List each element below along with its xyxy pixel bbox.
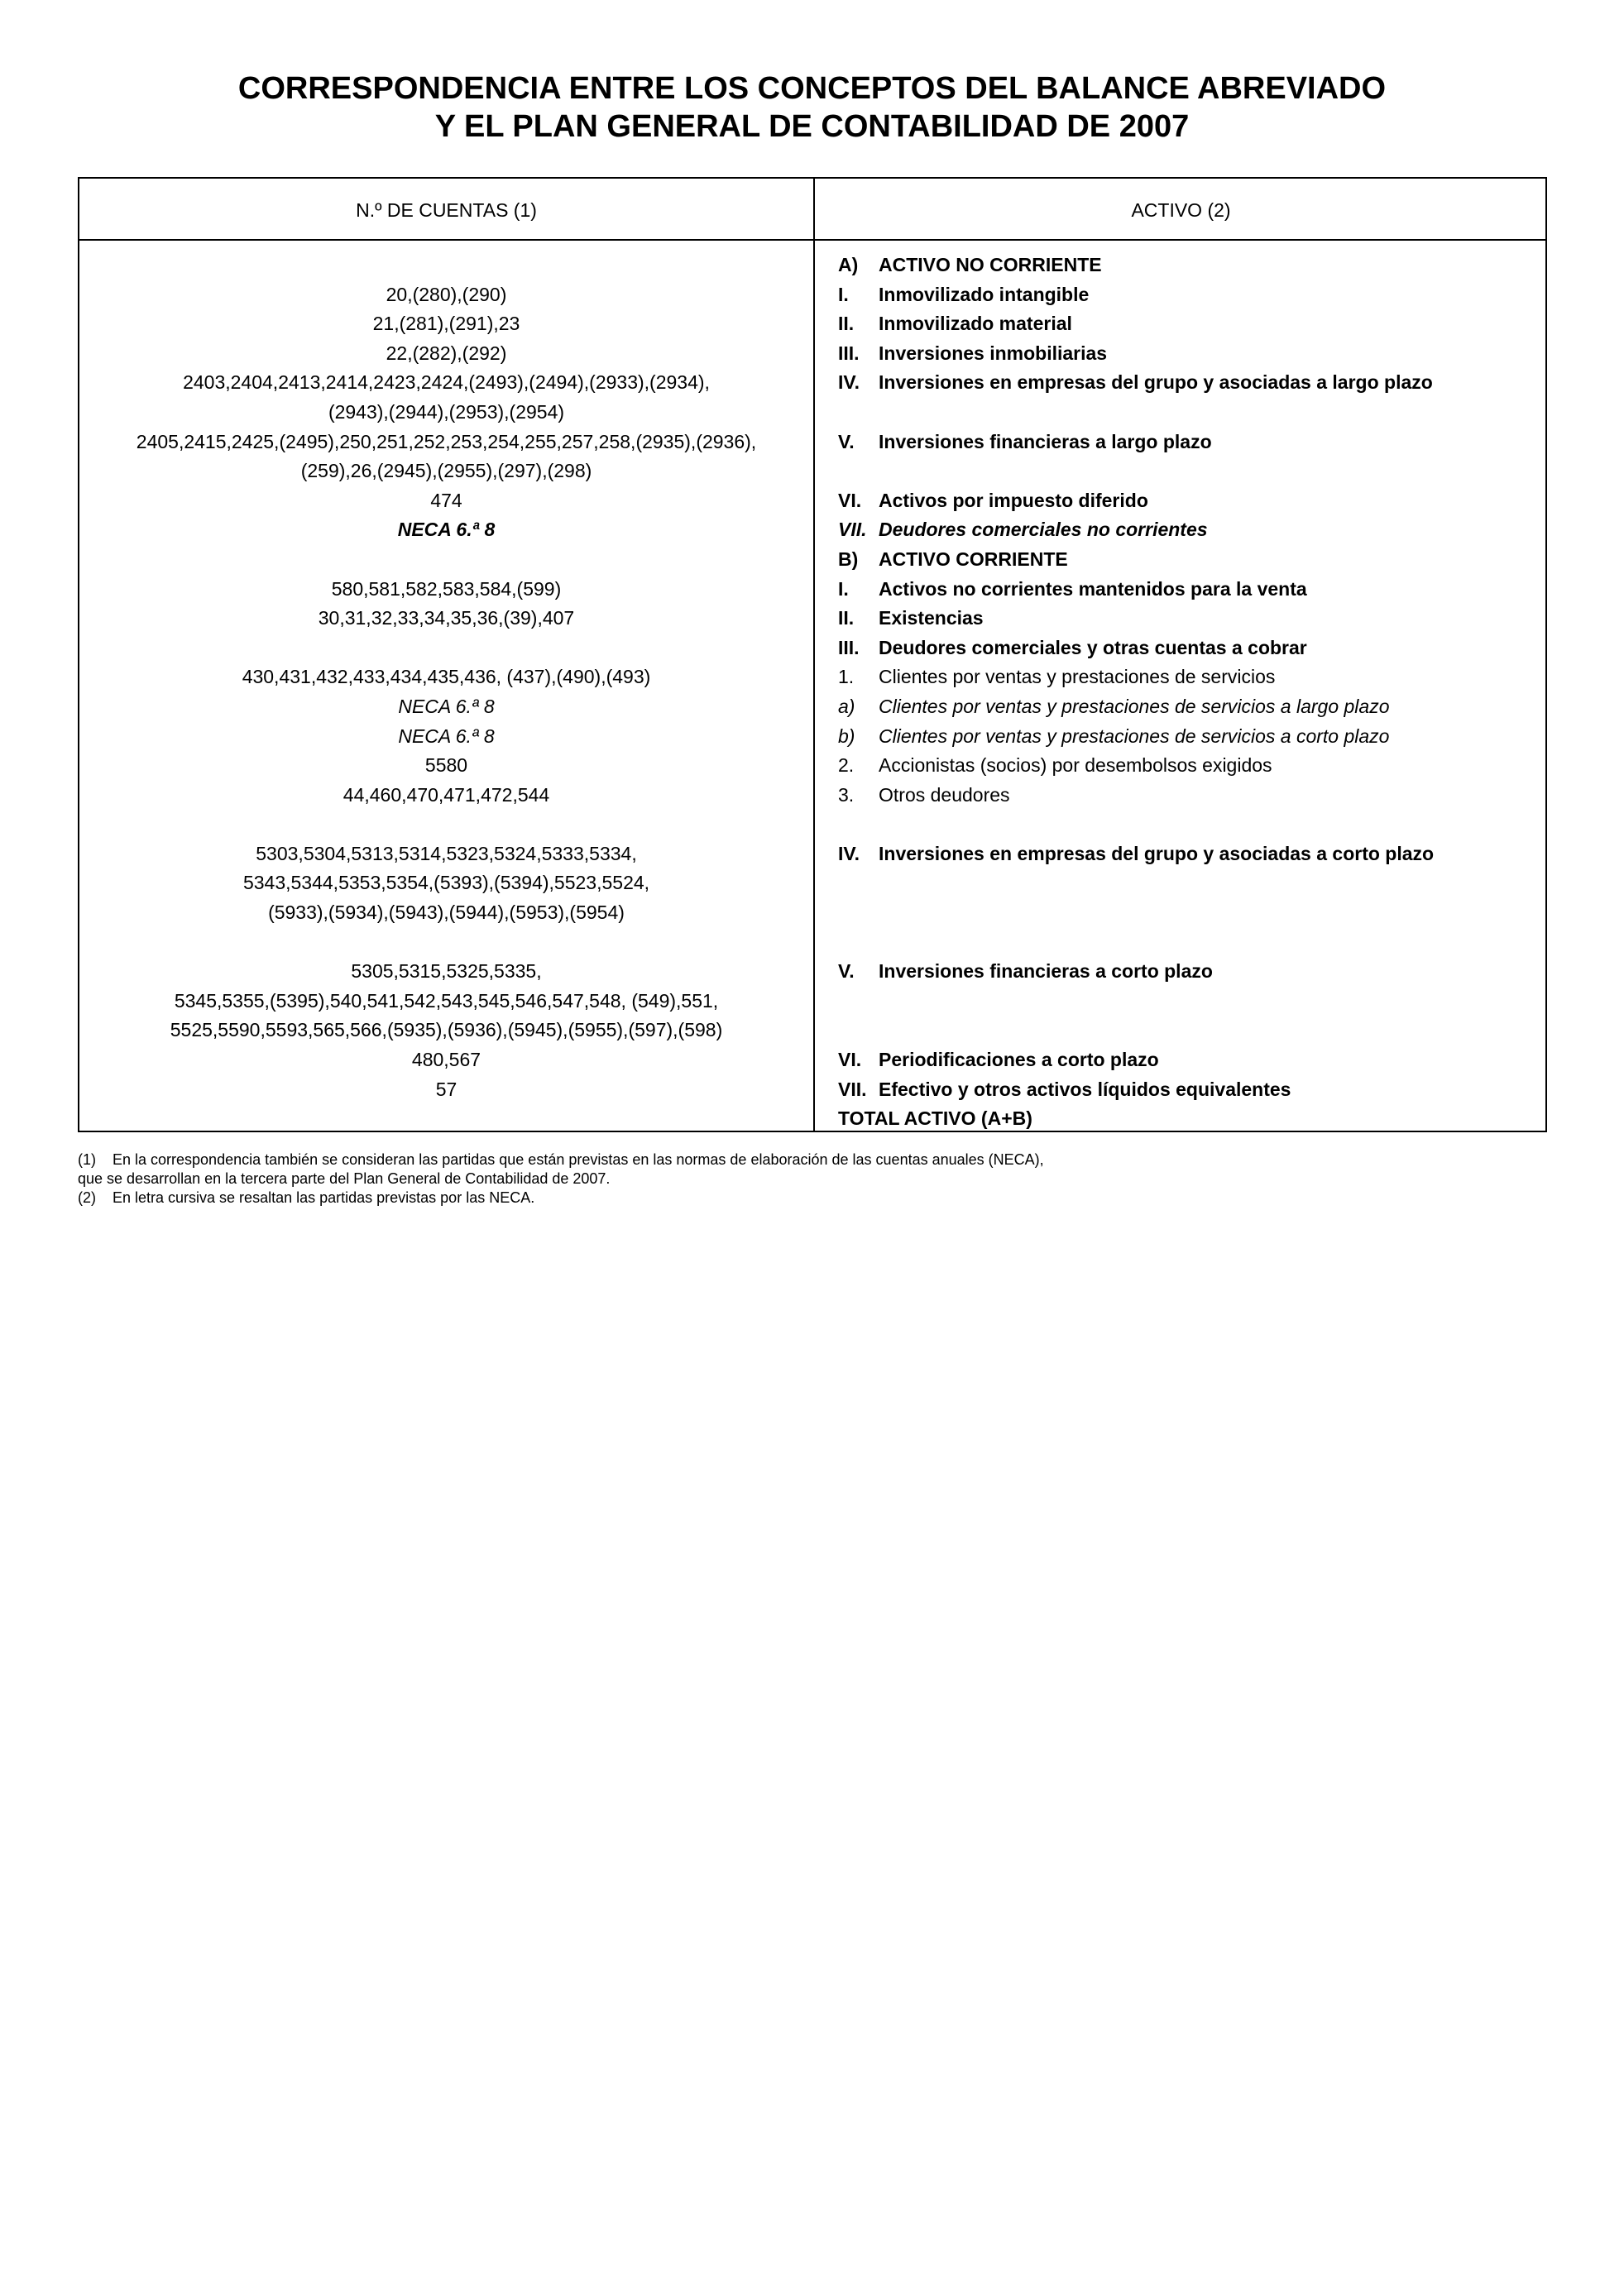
activo-item (838, 339, 1107, 369)
table-row (79, 339, 1545, 369)
item-number: VII. (838, 1078, 867, 1100)
account-numbers: 22,(282),(292) (386, 342, 507, 364)
item-number: IV. (838, 842, 860, 864)
activo-item (838, 1016, 879, 1045)
activo-item (838, 1104, 1032, 1134)
activo-item (838, 515, 1208, 545)
activo-item (838, 398, 879, 428)
activo-item (838, 634, 1307, 663)
footnote-line (78, 1170, 1044, 1189)
account-numbers: 2405,2415,2425,(2495),250,251,252,253,254,255,257,258,(2935),(2936), (136, 430, 757, 452)
activo-item (838, 309, 1072, 339)
table-row (79, 868, 1545, 898)
item-label: Inversiones financieras a corto plazo (879, 960, 1213, 983)
account-numbers: 5580 (424, 754, 468, 777)
item-number: 1. (838, 666, 855, 688)
activo-item (838, 1045, 1159, 1075)
account-numbers: 5345,5355,(5395),540,541,542,543,545,546,547,548, (549),551, (174, 989, 719, 1012)
header-accounts: N.º DE CUENTAS (1) (356, 199, 537, 221)
table-body (79, 251, 1545, 1134)
account-numbers: 5303,5304,5313,5314,5323,5324,5333,5334, (256, 842, 637, 864)
table-row (79, 1016, 1545, 1045)
table-row (79, 398, 1545, 428)
item-label: ACTIVO NO CORRIENTE (879, 254, 1102, 275)
item-label: Inversiones inmobiliarias (879, 342, 1108, 364)
item-label: Clientes por ventas y prestaciones de servicios a largo plazo (879, 695, 1390, 717)
item-number: 2. (838, 754, 855, 777)
item-label: Existencias (879, 607, 984, 629)
item-number: a) (838, 695, 855, 717)
footnotes (78, 1150, 1044, 1208)
item-label: Efectivo y otros activos líquidos equivalentes (879, 1078, 1291, 1100)
table-row (79, 1104, 1545, 1134)
activo-item (838, 839, 1434, 869)
item-label: Clientes por ventas y prestaciones de servicios (879, 666, 1276, 688)
item-number: VI. (838, 489, 862, 511)
activo-item (838, 898, 879, 928)
activo-item (838, 280, 1089, 310)
account-numbers: 5305,5315,5325,5335, (351, 960, 542, 983)
account-numbers: 44,460,470,471,472,544 (343, 783, 550, 806)
account-numbers: NECA 6.ª 8 (398, 695, 495, 717)
activo-item (838, 957, 1213, 987)
table-row (79, 309, 1545, 339)
item-label: Deudores comerciales no corrientes (879, 519, 1208, 541)
item-number: B) (838, 548, 859, 570)
activo-item (838, 722, 1389, 752)
item-number: III. (838, 636, 860, 658)
table-row (79, 928, 1545, 958)
table-row (79, 692, 1545, 722)
item-label: Periodificaciones a corto plazo (879, 1049, 1159, 1071)
account-numbers: 57 (435, 1078, 457, 1100)
item-number: V. (838, 960, 855, 983)
table-row (79, 486, 1545, 516)
account-numbers: (5933),(5934),(5943),(5944),(5953),(5954) (268, 902, 625, 924)
activo-item (838, 1075, 1291, 1105)
item-number: b) (838, 725, 855, 747)
activo-item (838, 575, 1307, 605)
item-number: II. (838, 607, 855, 629)
footnote-number: (2) (78, 1189, 96, 1206)
activo-item (838, 928, 879, 958)
item-number: I. (838, 577, 849, 600)
table-row (79, 515, 1545, 545)
activo-item (838, 868, 879, 898)
item-number: A) (838, 254, 859, 275)
account-numbers: 30,31,32,33,34,35,36,(39),407 (318, 607, 575, 629)
table-row (79, 751, 1545, 781)
activo-item (838, 251, 1102, 280)
table-row (79, 457, 1545, 486)
account-numbers: 5525,5590,5593,565,566,(5935),(5936),(5945),(5955),(597),(598) (170, 1019, 723, 1041)
table-row (79, 575, 1545, 605)
footnote-text: que se desarrollan en la tercera parte del Plan General de Contabilidad de 2007. (78, 1170, 611, 1187)
account-numbers: NECA 6.ª 8 (398, 725, 495, 747)
item-label: ACTIVO CORRIENTE (879, 548, 1068, 570)
table-row (79, 957, 1545, 987)
item-number: VII. (838, 519, 867, 541)
account-numbers: 580,581,582,583,584,(599) (331, 577, 562, 600)
table-row (79, 280, 1545, 310)
item-label: Activos por impuesto diferido (879, 489, 1148, 511)
item-label: Inmovilizado intangible (879, 283, 1090, 305)
page-title (0, 69, 1624, 146)
account-numbers: (259),26,(2945),(2955),(297),(298) (300, 460, 592, 482)
item-number: I. (838, 283, 849, 305)
table-row (79, 662, 1545, 692)
activo-item (838, 751, 1272, 781)
activo-item (838, 428, 1212, 457)
account-numbers: 2403,2404,2413,2414,2423,2424,(2493),(2494),(2933),(2934), (183, 371, 710, 394)
item-label: Otros deudores (879, 783, 1010, 806)
table-row (79, 898, 1545, 928)
item-label: Inmovilizado material (879, 313, 1072, 335)
table-row (79, 1075, 1545, 1105)
footnote-text: En letra cursiva se resaltan las partidas previstas por las NECA. (113, 1189, 535, 1206)
activo-item (838, 604, 984, 634)
table-row (79, 545, 1545, 575)
correspondence-table (78, 177, 1547, 1132)
table-row (79, 604, 1545, 634)
footnote-line (78, 1150, 1044, 1170)
table-row (79, 781, 1545, 811)
item-number: VI. (838, 1049, 862, 1071)
account-numbers: 5343,5344,5353,5354,(5393),(5394),5523,5524, (242, 872, 650, 894)
item-number: IV. (838, 371, 860, 394)
table-row (79, 810, 1545, 839)
table-row (79, 634, 1545, 663)
account-numbers: 480,567 (411, 1049, 481, 1071)
title-line-1: CORRESPONDENCIA ENTRE LOS CONCEPTOS DEL BALANCE ABREVIADO (237, 71, 1387, 106)
footnote-number: (1) (78, 1151, 96, 1168)
account-numbers: NECA 6.ª 8 (397, 519, 496, 541)
account-numbers: 474 (430, 489, 462, 511)
item-number: III. (838, 342, 860, 364)
activo-item (838, 987, 879, 1016)
activo-item (838, 692, 1390, 722)
activo-item (838, 545, 1068, 575)
item-label: Deudores comerciales y otras cuentas a cobrar (879, 636, 1307, 658)
table-row (79, 251, 1545, 280)
activo-item (838, 662, 1275, 692)
table-row (79, 722, 1545, 752)
header-divider (79, 239, 1545, 241)
table-row (79, 368, 1545, 398)
item-label: Accionistas (socios) por desembolsos exigidos (879, 754, 1272, 777)
item-label: Activos no corrientes mantenidos para la venta (879, 577, 1307, 600)
item-number: II. (838, 313, 855, 335)
item-label: Inversiones en empresas del grupo y asociadas a corto plazo (879, 842, 1435, 864)
title-line-2: Y EL PLAN GENERAL DE CONTABILIDAD DE 2007 (434, 109, 1190, 144)
activo-item (838, 368, 1433, 398)
account-numbers: 430,431,432,433,434,435,436, (437),(490),(493) (242, 666, 651, 688)
header-activo: ACTIVO (2) (1131, 199, 1231, 221)
item-label: Inversiones financieras a largo plazo (879, 430, 1212, 452)
item-label: Clientes por ventas y prestaciones de servicios a corto plazo (879, 725, 1390, 747)
table-row (79, 1045, 1545, 1075)
activo-item (838, 781, 1010, 811)
account-numbers: 20,(280),(290) (386, 283, 507, 305)
account-numbers: 21,(281),(291),23 (372, 313, 520, 335)
table-row (79, 428, 1545, 457)
activo-item (838, 810, 879, 839)
footnote-text: En la correspondencia también se consideran las partidas que están previstas en las normas de elaboración de las cuentas anuales (NECA), (113, 1151, 1044, 1168)
table-row (79, 987, 1545, 1016)
footnote-line (78, 1189, 1044, 1208)
table-row (79, 839, 1545, 869)
item-label: Inversiones en empresas del grupo y asociadas a largo plazo (879, 371, 1433, 394)
activo-item (838, 486, 1148, 516)
item-number: 3. (838, 783, 855, 806)
item-number: V. (838, 430, 855, 452)
account-numbers: (2943),(2944),(2953),(2954) (328, 400, 565, 423)
activo-item (838, 457, 879, 486)
item-number: TOTAL ACTIVO (A+B) (838, 1107, 1032, 1130)
